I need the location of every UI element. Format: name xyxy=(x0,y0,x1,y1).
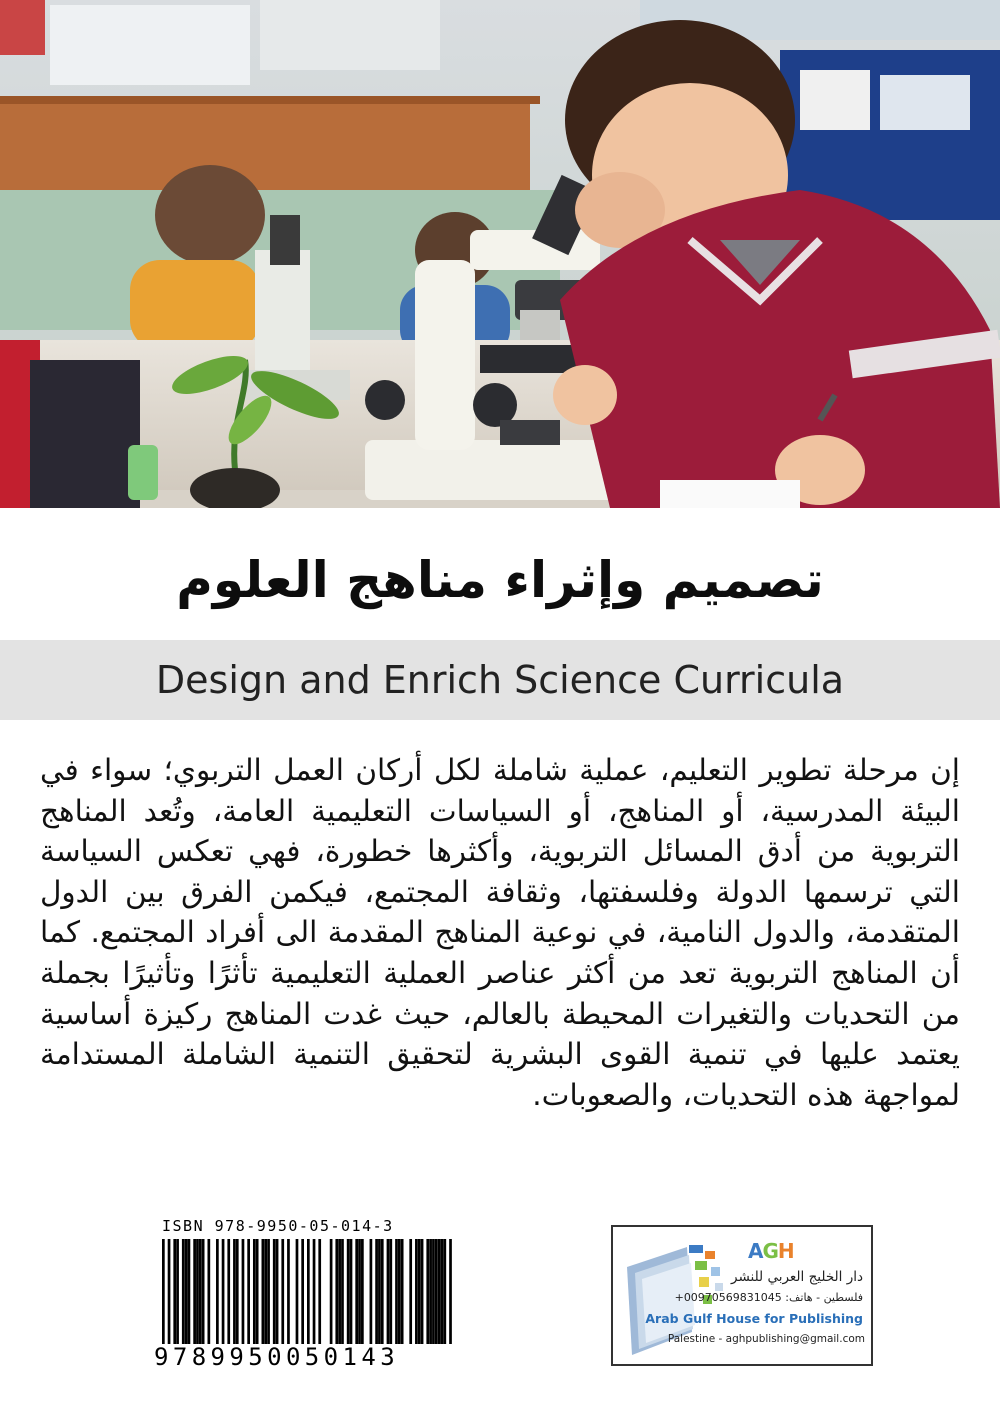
barcode-bar xyxy=(253,1239,256,1344)
barcode-bar xyxy=(347,1239,350,1344)
barcode-bar xyxy=(222,1239,225,1344)
english-title: Design and Enrich Science Curricula xyxy=(155,658,845,702)
barcode-bar xyxy=(370,1239,373,1344)
barcode-bar xyxy=(350,1239,353,1344)
barcode-bar xyxy=(242,1239,245,1344)
barcode-bar xyxy=(398,1239,401,1344)
barcode-bar xyxy=(330,1239,333,1344)
barcode-bar xyxy=(313,1239,316,1344)
barcode-bar xyxy=(202,1239,205,1344)
classroom-illustration xyxy=(0,0,1000,508)
cover-photo xyxy=(0,0,1000,508)
barcode-bar xyxy=(168,1239,171,1344)
publisher-box xyxy=(611,1225,873,1366)
barcode-bar xyxy=(207,1239,210,1344)
barcode-bar xyxy=(227,1239,230,1344)
barcode-bar xyxy=(296,1239,299,1344)
barcode-bar xyxy=(193,1239,196,1344)
logo-letter-h: H xyxy=(777,1239,794,1263)
barcode-bar xyxy=(185,1239,188,1344)
barcode-bar xyxy=(361,1239,364,1344)
publisher-contact: Palestine - aghpublishing@gmail.com xyxy=(667,1333,865,1345)
logo-letter-a: A xyxy=(748,1239,763,1263)
barcode-bar xyxy=(162,1239,165,1344)
barcode-bar xyxy=(335,1239,338,1344)
barcode-bar xyxy=(381,1239,384,1344)
barcode-bar xyxy=(401,1239,404,1344)
publisher-name-english: Arab Gulf House for Publishing xyxy=(645,1311,863,1326)
barcode-bar xyxy=(432,1239,435,1344)
barcode-bar xyxy=(307,1239,310,1344)
barcode-bar xyxy=(276,1239,279,1344)
barcode-bar xyxy=(375,1239,378,1344)
barcode-bar xyxy=(435,1239,438,1344)
barcode-bar xyxy=(415,1239,418,1344)
barcode-bar xyxy=(236,1239,239,1344)
barcode-bar xyxy=(358,1239,361,1344)
barcode-bar xyxy=(341,1239,344,1344)
barcode-bar xyxy=(176,1239,179,1344)
barcode-bar xyxy=(318,1239,321,1344)
english-title-band xyxy=(0,640,1000,720)
book-description: إن مرحلة تطوير التعليم، عملية شاملة لكل أركان العمل التربوي؛ سواء في البيئة المدرسية، أو المناهج، أو السياسات التعليمية العامة، وتُعد المناهج التربوية من أدق المسائل التربوية، وأكثرها خطورة، فهي تعكس السياسة التي ترسمها الدولة وفلسفتها، وثقافة المجتمع، فيكمن الفرق بين الدول المتقدمة، والدول النامية، في نوعية المناهج المقدمة الى أفراد المجتمع. كما أن المناهج التربوية تعد من أكثر عناصر العملية التعليمية تأثرًا وتأثيرًا بجملة من التحديات والتغيرات المحيطة بالعالم، حيث غدت المناهج ركيزة أساسية يعتمد عليها في تنمية القوى البشرية لتحقيق التنمية الشاملة المستدامة لمواجهة هذه التحديات، والصعوبات. xyxy=(40,753,960,1112)
barcode-bar xyxy=(409,1239,412,1344)
barcode-bar xyxy=(264,1239,267,1344)
barcode-bars xyxy=(162,1239,452,1349)
isbn-barcode xyxy=(150,1215,460,1375)
barcode-bar xyxy=(287,1239,290,1344)
barcode-bar xyxy=(421,1239,424,1344)
barcode-bar xyxy=(418,1239,421,1344)
barcode-bar xyxy=(233,1239,236,1344)
ean-digits: 9789950050143 xyxy=(154,1343,400,1371)
barcode-bar xyxy=(281,1239,284,1344)
barcode-bar xyxy=(182,1239,185,1344)
barcode-bar xyxy=(199,1239,202,1344)
isbn-label: ISBN 978-9950-05-014-3 xyxy=(162,1217,394,1235)
barcode-bar xyxy=(301,1239,304,1344)
barcode-bar xyxy=(173,1239,176,1344)
barcode-bar xyxy=(387,1239,390,1344)
arabic-title: تصميم وإثراء مناهج العلوم xyxy=(176,551,824,609)
barcode-bar xyxy=(216,1239,219,1344)
barcode-bar xyxy=(395,1239,398,1344)
barcode-bar xyxy=(429,1239,432,1344)
barcode-bar xyxy=(438,1239,441,1344)
barcode-bar xyxy=(256,1239,259,1344)
barcode-bar xyxy=(355,1239,358,1344)
barcode-bar xyxy=(449,1239,452,1344)
barcode-bar xyxy=(188,1239,191,1344)
publisher-name-arabic: دار الخليج العربي للنشر xyxy=(731,1269,863,1285)
barcode-bar xyxy=(196,1239,199,1344)
barcode-bar xyxy=(378,1239,381,1344)
barcode-bar xyxy=(441,1239,444,1344)
logo-letter-g: G xyxy=(762,1239,778,1263)
barcode-bar xyxy=(267,1239,270,1344)
barcode-bar xyxy=(338,1239,341,1344)
barcode-bar xyxy=(443,1239,446,1344)
publisher-phone: فلسطين - هاتف: 00970569831045+ xyxy=(674,1291,863,1304)
barcode-bar xyxy=(273,1239,276,1344)
barcode-bar xyxy=(262,1239,265,1344)
barcode-bar xyxy=(426,1239,429,1344)
barcode-bar xyxy=(247,1239,250,1344)
barcode-bar xyxy=(389,1239,392,1344)
publisher-logo-text xyxy=(748,1239,794,1263)
